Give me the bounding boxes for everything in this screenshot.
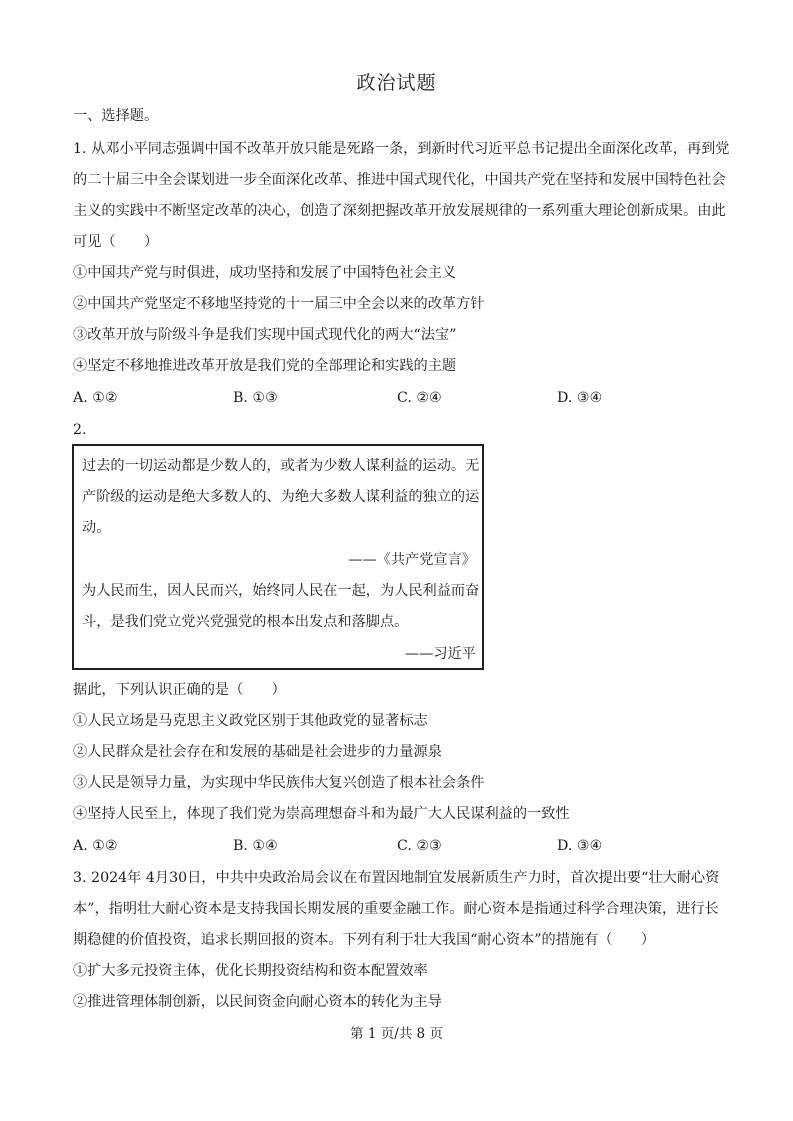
q3-item: ①扩大多元投资主体，优化长期投资结构和资本配置效率 xyxy=(73,963,428,979)
q1-option-d: D. ③④ xyxy=(557,390,603,406)
quote-source: ——习近平 xyxy=(405,646,476,662)
q2-option-d: D. ③④ xyxy=(557,838,603,854)
page-title: 政治试题 xyxy=(356,72,437,94)
q2-option-c: C. ②③ xyxy=(397,838,442,854)
q1-option-a: A. ①② xyxy=(73,390,118,406)
page-footer: 第 1 页/共 8 页 xyxy=(350,1026,443,1042)
q1-option-c: C. ②④ xyxy=(397,390,442,406)
q2-item: ③人民是领导力量，为实现中华民族伟大复兴创造了根本社会条件 xyxy=(73,775,485,791)
q2-number: 2. xyxy=(73,422,87,438)
quote-line: 过去的一切运动都是少数人的，或者为少数人谋利益的运动。无 xyxy=(82,458,480,474)
q1-item: ④坚定不移地推进改革开放是我们党的全部理论和实践的主题 xyxy=(73,358,457,374)
q1-option-b: B. ①③ xyxy=(233,390,278,406)
q3-stem-line: 本”，指明壮大耐心资本是支持我国长期发展的重要金融工作。耐心资本是指通过科学合理决策，进行长 xyxy=(73,901,719,917)
q1-item: ②中国共产党坚定不移地坚持党的十一届三中全会以来的改革方针 xyxy=(73,296,485,312)
q2-option-b: B. ①④ xyxy=(233,838,278,854)
section-heading: 一、选择题。 xyxy=(73,108,159,124)
q3-stem-line: 期稳健的价值投资，追求长期回报的资本。下列有利于壮大我国“耐心资本”的措施有（ ） xyxy=(73,932,656,948)
quote-line: 产阶级的运动是绝大多数人的、为绝大多数人谋利益的独立的运 xyxy=(82,489,480,505)
q3-item: ②推进管理体制创新，以民间资金向耐心资本的转化为主导 xyxy=(73,994,442,1010)
q2-item: ②人民群众是社会存在和发展的基础是社会进步的力量源泉 xyxy=(73,744,442,760)
q2-item: ④坚持人民至上，体现了我们党为崇高理想奋斗和为最广大人民谋利益的一致性 xyxy=(73,806,570,822)
q3-stem-line: 3. 2024年 4月30日，中共中央政治局会议在布置因地制宜发展新质生产力时，首次提出要“壮大耐心资 xyxy=(73,870,720,886)
quote-line: 动。 xyxy=(82,520,111,536)
quote-line: 斗，是我们党立党兴党强党的根本出发点和落脚点。 xyxy=(82,614,409,630)
q1-stem-line: 1. 从邓小平同志强调中国不改革开放只能是死路一条，到新时代习近平总书记提出全面深化改革，再到党 xyxy=(73,141,730,157)
quote-line: 为人民而生，因人民而兴，始终同人民在一起，为人民利益而奋 xyxy=(82,583,480,599)
q1-stem-line: 可见（ ） xyxy=(73,234,159,250)
q2-item: ①人民立场是马克思主义政党区别于其他政党的显著标志 xyxy=(73,713,428,729)
q1-stem-line: 的二十届三中全会谋划进一步全面深化改革、推进中国式现代化，中国共产党在坚持和发展中国特色社会 xyxy=(73,172,726,188)
q1-item: ①中国共产党与时俱进，成功坚持和发展了中国特色社会主义 xyxy=(73,265,457,281)
q2-option-a: A. ①② xyxy=(73,838,118,854)
q2-stem: 据此，下列认识正确的是（ ） xyxy=(73,682,286,698)
quote-source: ——《共产党宣言》 xyxy=(348,552,476,568)
quote-box xyxy=(72,444,484,670)
q1-item: ③改革开放与阶级斗争是我们实现中国式现代化的两大“法宝” xyxy=(73,327,457,343)
q1-stem-line: 主义的实践中不断坚定改革的决心，创造了深刻把握改革开放发展规律的一系列重大理论创新成果。由此 xyxy=(73,203,726,219)
